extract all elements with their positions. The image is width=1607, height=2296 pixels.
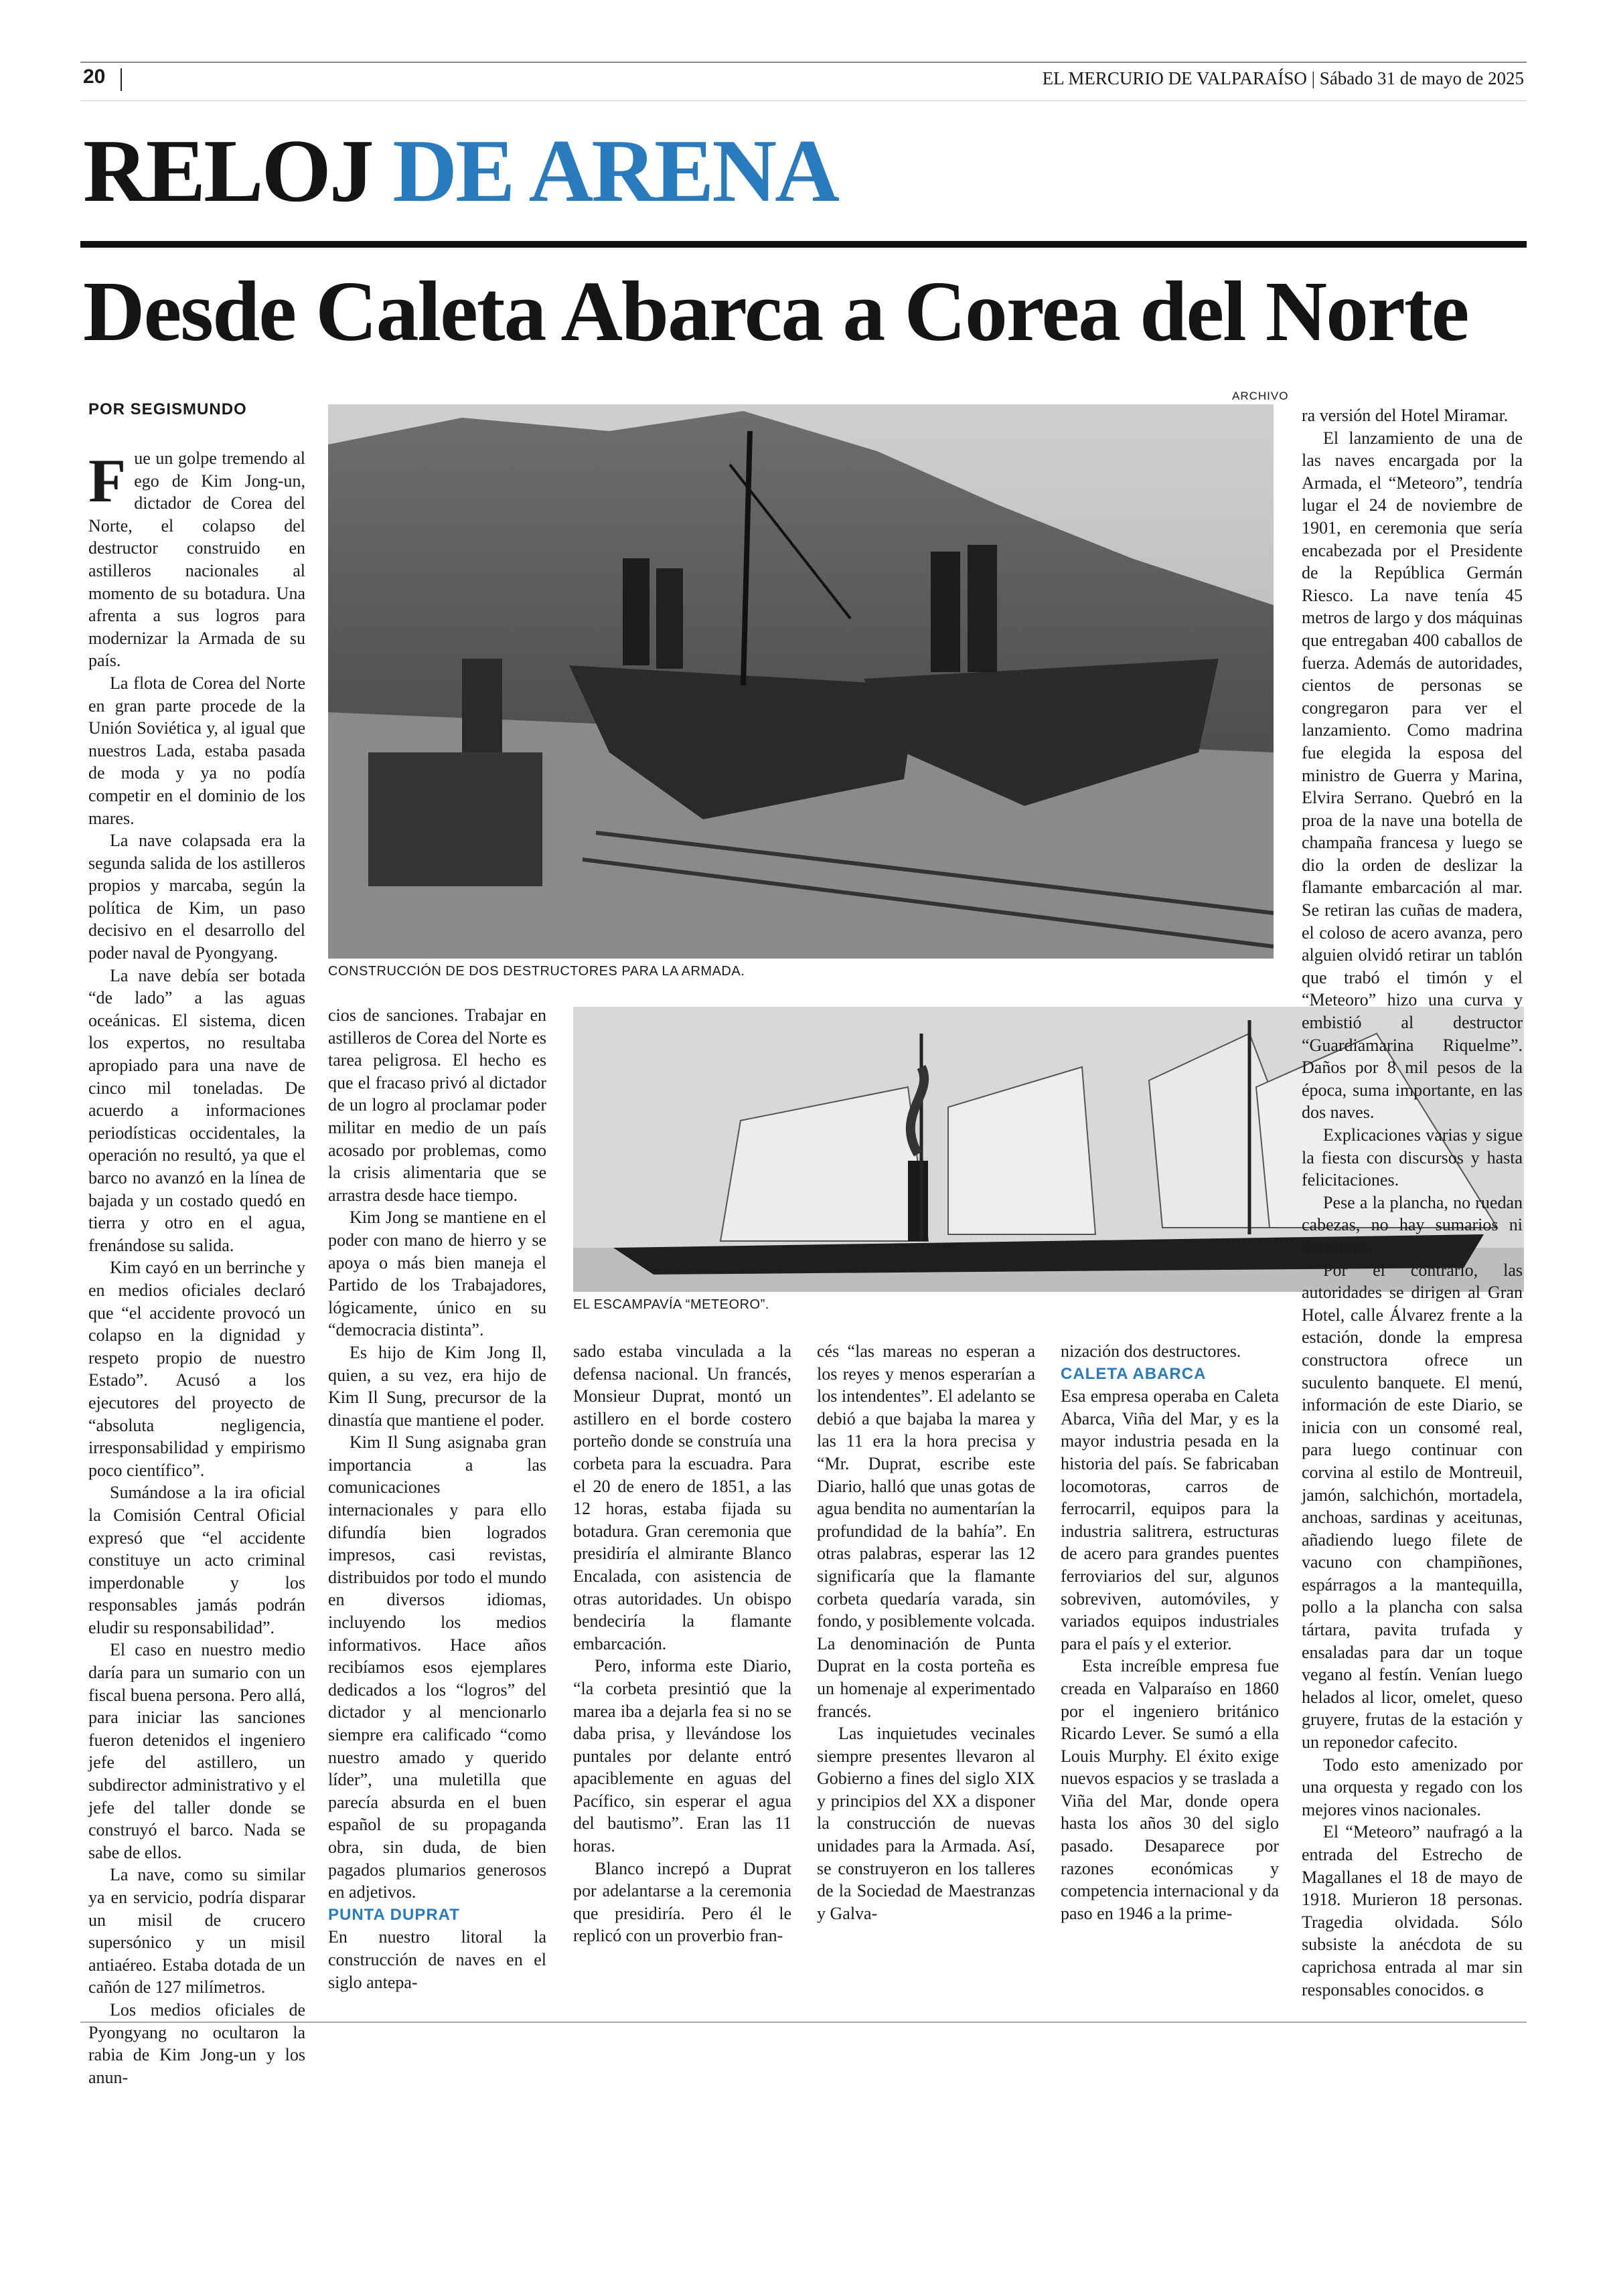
article-column-2 [328,1004,546,1993]
photo2-caption: EL ESCAMPAVÍA “METEORO”. [573,1297,769,1312]
paragraph: ue un golpe tremendo al ego de Kim Jong-un, dictador de Corea del Norte, el colapso del destructor construido en astilleros nacionales al momento de su botadura. Una afrenta a sus logros para modernizar la Armada de su país. [88,448,305,671]
paragraph: Sumándose a la ira oficial la Comisión Central Oficial expresó que “el accidente constituye un acto criminal imperdonable y los responsables jamás podrán eludir su responsabilidad”. [88,1483,305,1637]
paragraph: Explicaciones varias y sigue la fiesta con discursos y hasta felicitaciones. [1302,1125,1523,1190]
paragraph: Kim Jong se mantiene en el poder con mano de hierro y se apoya o más bien maneja el Partido de los Trabajadores, lógicamente, único en su “democracia distinta”. [328,1208,546,1340]
paragraph: Esta increíble empresa fue creada en Valparaíso en 1860 por el ingeniero británico Ricardo Lever. Se sumó a ella Louis Murphy. El éxito exige nuevos espacios y se traslada a Viña del Mar, donde opera hasta los años 30 del siglo pasado. Desaparece por razones económicas y competencia internacional y da paso en 1946 a la prime- [1061,1656,1279,1923]
paragraph: La nave debía ser botada “de lado” a las aguas oceánicas. El sistema, dicen los expertos, no resultaba apropiado para una nave de cinco mil toneladas. De acuerdo a informaciones periodísticas occidentales, la operación no resultó, ya que el barco no avanzó en la línea de bajada y un costado quedó en tierra y otro en el agua, frenándose su salida. [88,965,305,1255]
article-column-1 [88,447,305,2088]
section-title [83,121,838,220]
subhead-caleta-abarca: CALETA ABARCA [1061,1364,1207,1383]
paragraph: Es hijo de Kim Jong Il, quien, a su vez, era hijo de Kim Il Sung, precursor de la dinastía que mantiene el poder. [328,1342,546,1430]
paragraph: Blanco increpó a Duprat por adelantarse a la ceremonia que presidiría. Pero él le replicó con un proverbio fran- [573,1858,791,1946]
headline: Desde Caleta Abarca a Corea del Norte [83,264,1468,359]
paragraph: La nave, como su similar ya en servicio, podría disparar un misil de crucero supersónico y un misil antiaéreo. Estaba dotada de un cañón de 127 milímetros. [88,1865,305,1997]
paragraph: Kim cayó en un berrinche y en medios oficiales declaró que “el accidente provocó un colapso en la dignidad y respeto propio de nuestro Estado”. Acusó a los ejecutores del proyecto de “absoluta negligencia, irresponsabilidad y empirismo poco científico”. [88,1258,305,1480]
paragraph: Pese a la plancha, no ruedan cabezas, no hay sumarios ni detenidos. [1302,1192,1523,1257]
paragraph: sado estaba vinculada a la defensa nacional. Un francés, Monsieur Duprat, montó un astillero en el borde costero porteño donde se construía una corbeta para la escuadra. Para el 20 de enero de 1851, a las 12 horas, estaba fijada su botadura. Gran ceremonia que presidiría el almirante Blanco Encalada, con asistencia de otras autoridades. Un obispo bendeciría la flamante embarcación. [573,1341,791,1653]
subhead-punta-duprat: PUNTA DUPRAT [328,1905,460,1924]
paragraph: cios de sanciones. Trabajar en astilleros de Corea del Norte es tarea peligrosa. El hecho es que el fracaso privó al dictador de un logro al proclamar poder militar en medio de un país acosado por problemas, como la crisis alimentaria que se arrastra desde hace tiempo. [328,1005,546,1205]
paragraph-text: El “Meteoro” naufragó a la entrada del Estrecho de Magallanes el 18 de mayo de 1918. Murieron 18 personas. Tragedia olvidada. Sólo subsiste la anécdota de su caprichosa entrada al mar sin responsables conocidos. [1302,1822,1523,1999]
paragraph: Las inquietudes vecinales siempre presentes llevaron al Gobierno a fines del siglo XIX y principios del XX a disponer la construcción de nuevas unidades para la Armada. Así, se construyeron en los talleres de la Sociedad de Maestranzas y Galva- [817,1724,1035,1923]
page-number: 20 [83,66,106,88]
paragraph: La flota de Corea del Norte en gran parte procede de la Unión Soviética y, al igual que nuestros Lada, estaba pasada de moda y ya no podía competir en el dominio de los mares. [88,673,305,828]
byline: POR SEGISMUNDO [88,400,247,418]
header-top-rule [80,62,1527,63]
photo-credit: ARCHIVO [1232,390,1289,402]
paragraph [1302,1821,1523,2002]
paragraph: Esa empresa operaba en Caleta Abarca, Viña del Mar, y es la mayor industria pesada en la historia del país. Se fabricaban locomotoras, carros de ferrocarril, equipos para la industria salitrera, estructuras de acero para grandes puentes ferroviarios del sur, algunos sobreviven, automóviles, y variados equipos industriales para el país y el exterior. [1061,1386,1279,1653]
shipyard-photo-illustration [328,404,1274,959]
section-word-2: DE ARENA [392,121,838,220]
paragraph: La nave colapsada era la segunda salida de los astilleros propios y marcaba, según la política de Kim, un paso decisivo en el desarrollo del poder naval de Pyongyang. [88,831,305,963]
page-number-divider [121,68,122,91]
footer-rule [80,2022,1527,2023]
end-mark-icon: ɞ [1474,1982,1484,1999]
paragraph: cés “las mareas no esperan a los reyes y menos esperarían a los intendentes”. El adelanto se debió a que bajaba la marea y las 11 era la hora precisa y “Mr. Duprat, escribe este Diario, halló que unas gotas de agua bendita no aumentarían la profundidad de la bahía”. En otras palabras, esperar las 12 significaría que la flamante corbeta quedaría varada, sin fondo, y posiblemente volcada. La denominación de Punta Duprat en la costa porteña es un homenaje al experimentado francés. [817,1341,1035,1721]
article-column-6 [1302,404,1523,2002]
paragraph: Los medios oficiales de Pyongyang no ocultaron la rabia de Kim Jong-un y los anun- [88,1999,305,2087]
shipyard-photo [328,404,1274,959]
paragraph: Kim Il Sung asignaba gran importancia a las comunicaciones internacionales y para ello difundía bien logrados impresos, casi revistas, distribuidos por todo el mundo en diversos idiomas, incluyendo los medios informativos. Hace años recibíamos esos ejemplares dedicados a los “logros” del dictador y al mencionarlo siempre era calificado “como nuestro amado y querido líder”, una muletilla que parecía absurda en el buen español de su propaganda obra, sin duda, de bien pagados plumarios generosos en adjetivos. [328,1432,546,1902]
publication-date: EL MERCURIO DE VALPARAÍSO | Sábado 31 de mayo de 2025 [1042,68,1524,88]
article-column-4 [817,1340,1035,1924]
header-bottom-rule [80,100,1527,101]
paragraph: El caso en nuestro medio daría para un sumario con un fiscal buena persona. Pero allá, para iniciar las sanciones fueron detenidos el ingeniero jefe del astillero, un subdirector administrativo y el jefe del taller donde se construyó el barco. Nada se sabe de ellos. [88,1640,305,1862]
paragraph: Todo esto amenizado por una orquesta y regado con los mejores vinos nacionales. [1302,1754,1523,1819]
drop-cap: F [88,446,127,515]
paragraph: nización dos destructores. [1061,1341,1241,1361]
paragraph: En nuestro litoral la construcción de naves en el siglo antepa- [328,1927,546,1992]
section-word-1: RELOJ [83,121,372,220]
photo1-caption: CONSTRUCCIÓN DE DOS DESTRUCTORES PARA LA ARMADA. [328,964,745,979]
paragraph: Pero, informa este Diario, “la corbeta presintió que la marea iba a dejarla fea si no se daba prisa, y llevándose los puntales por delante entró apaciblemente en aguas del Pacífico, sin esperar el agua del bautismo”. Eran las 11 horas. [573,1656,791,1856]
paragraph: Por el contrario, las autoridades se dirigen al Gran Hotel, calle Álvarez frente a la estación, donde la empresa constructora ofrece un suculento banquete. El menú, información de este Diario, se inicia con un consomé real, para luego continuar con corvina al estilo de Montreuil, jamón, salchichón, mortadela, anchoas, sardinas y aceitunas, añadiendo luego filete de vacuno con champiñones, espárragos a la mantequilla, pollo a la plancha con salsa tártara, pavita trufada y ensaladas para dar un toque vegano al festín. Venían luego helados al licor, omelet, queso gruyere, frutas de la estación y un reponedor cafecito. [1302,1260,1523,1752]
paragraph: ra versión del Hotel Miramar. [1302,406,1509,425]
article-column-5 [1061,1340,1279,1924]
paragraph: El lanzamiento de una de las naves encargada por la Armada, el “Meteoro”, tendría lugar el 24 de noviembre de 1901, en ceremonia que sería encabezada por el Presidente de la República Germán Riesco. La nave tenía 45 metros de largo y dos máquinas que entregaban 400 caballos de fuerza. Además de autoridades, cientos de personas se congregaron para ver el lanzamiento. Como madrina fue elegida la esposa del ministro de Guerra y Marina, Elvira Serrano. Quebró en la proa de la nave una botella de champaña francesa y luego se dio la orden de deslizar la flamante embarcación al mar. Se retiran las cuñas de madera, el coloso de acero avanza, pero alguien olvidó retirar un tablón que trabó el timón y el “Meteoro” hizo una curva y embistió al destructor “Guardiamarina Riquelme”. Daños por 8 mil pesos de la época, suma importante, en las dos naves. [1302,428,1523,1123]
article-column-3 [573,1340,791,1947]
section-rule [80,241,1527,248]
